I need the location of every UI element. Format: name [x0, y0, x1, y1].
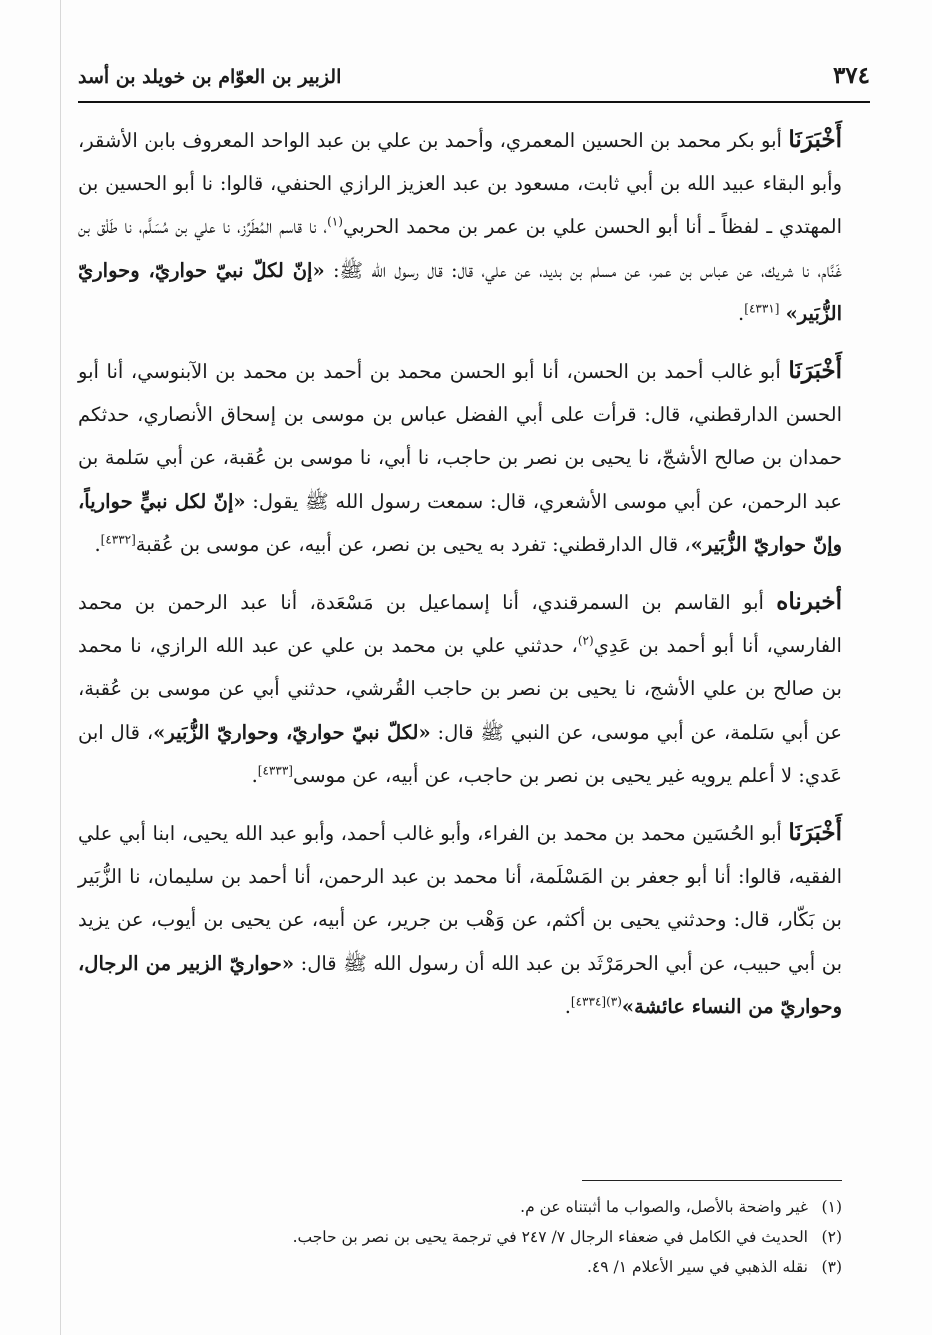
isnad-text: أبو القاسم بن السمرقندي، أنا إسماعيل بن مَسْعَدة، أنا عبد الرحمن بن محمد الفارسي، أنا أبو أحمد بن عَدِي [78, 591, 842, 658]
footnote-marker: (٣) [606, 994, 622, 1009]
hadith-number: [٤٣٣٢] [100, 532, 136, 547]
hadith-number: [٤٣٣١] [744, 301, 780, 316]
end-mark: . [564, 994, 571, 1018]
footnote-1 [78, 1192, 842, 1222]
footnote-text: غير واضحة بالأصل، والصواب ما أثبتناه عن م. [520, 1198, 808, 1216]
hadith-quote: «إنّ لكل نبيٍّ حوارياً، وإنّ حواريّ الزُّبَير» [78, 489, 842, 556]
footnote-number: (٢) [821, 1228, 842, 1246]
hadith-paragraph-2 [78, 349, 842, 566]
lead-word: أَخْبَرَنَا [788, 819, 842, 847]
footnote-marker: (١) [327, 214, 343, 229]
footnote-3 [78, 1252, 842, 1282]
isnad-text-continued: ، نا قاسم المُطَرِّز، نا علي بن مُسَلَّم، نا طَلْق بن غَنَّام، نا شريك، عن عباس بن عمر، عن مسلم بن بديد، عن علي، قال: قال رسول الله ﷺ: [78, 215, 842, 282]
header-rule [78, 101, 870, 103]
lead-word: أَخْبَرَنَا [788, 126, 842, 153]
footnote-text: الحديث في الكامل في ضعفاء الرجال ٧/ ٢٤٧ في ترجمة يحيى بن نصر بن حاجب. [292, 1228, 808, 1246]
lead-word: أَخْبَرَنَا [788, 357, 842, 385]
hadith-quote: «حواريّ الزبير من الرجال، وحواريّ من النساء عائشة» [78, 951, 842, 1018]
commentary-text: ، قال ابن عَدي: لا أعلم يرويه غير يحيى بن نصر بن حاجب، عن أبيه، عن موسى [78, 720, 842, 787]
footnote-number: (٣) [821, 1258, 842, 1276]
isnad-text-continued: ، حدثني علي بن محمد بن علي عن عبد الله الرازي، نا محمد بن صالح بن علي الأشج، نا يحيى بن نصر بن حاجب القُرشي، حدثني أبي عن موسى بن عُقبة، عن أبي سَلمة، عن أبي موسى، عن النبي ﷺ قال: [78, 634, 842, 744]
main-text [78, 118, 842, 1042]
end-mark: . [251, 763, 258, 787]
isnad-text: أبو غالب أحمد بن الحسن، أنا أبو الحسن محمد بن أحمد بن محمد بن الآبنوسي، أنا أبو الحسن الدارقطني، قال: قرأت على أبي الفضل عباس بن موسى بن إسحاق الأنصاري، حدثكم حمدان بن صالح الأشجّ، نا يحيى بن نصر بن حاجب، نا أبي، نا موسى بن عُقبة، عن أبي سَلمة بن عبد الرحمن، عن أبي موسى الأشعري، قال: سمعت رسول الله ﷺ يقول: [78, 360, 842, 513]
running-header [78, 60, 870, 100]
end-mark: . [738, 301, 745, 325]
hadith-quote: «إنّ لكلّ نبيّ حواريّ، وحواريّ الزُّبَير» [78, 258, 842, 325]
end-mark: . [94, 532, 101, 556]
running-title: الزبير بن العوّام بن خويلد بن أسد [78, 66, 342, 88]
isnad-text: أبو الحُسَين محمد بن محمد بن الفراء، وأبو غالب أحمد، وأبو عبد الله يحيى، ابنا أبي علي الفقيه، قالوا: أنا أبو جعفر بن المَسْلَمة، أنا محمد بن عبد الرحمن، أنا أحمد بن سليمان، نا الزُّبَير بن بَكّار، قال: وحدثني يحيى بن أكثم، عن وَهْب بن جرير، عن أبيه، عن يحيى بن أيوب، عن يزيد بن أبي حبيب، عن أبي الحرمَرْثَد بن عبد الله أن رسول الله ﷺ قال: [78, 822, 842, 975]
scan-edge-line [60, 0, 61, 1335]
hadith-paragraph-3 [78, 580, 842, 797]
hadith-number: [٤٣٣٤] [570, 994, 607, 1009]
footnote-marker: (٢) [577, 633, 594, 648]
hadith-number: [٤٣٣٣] [257, 763, 293, 778]
hadith-paragraph-1 [78, 118, 842, 335]
footnotes [78, 1192, 842, 1282]
commentary-text: ، قال الدارقطني: تفرد به يحيى بن نصر، عن أبيه، عن موسى بن عُقبة [135, 532, 691, 556]
hadith-quote: «لكلّ نبيّ حواريّ، وحواريّ الزُّبَير» [153, 720, 431, 744]
footnote-number: (١) [821, 1198, 842, 1216]
page-number: ٣٧٤ [832, 62, 870, 89]
hadith-paragraph-4 [78, 811, 842, 1028]
footnote-rule [582, 1180, 842, 1181]
footnote-2 [78, 1222, 842, 1252]
footnote-text: نقله الذهبي في سير الأعلام ١/ ٤٩. [586, 1258, 808, 1276]
lead-word: أخبرناه [776, 588, 842, 616]
isnad-text: أبو بكر محمد بن الحسين المعمري، وأحمد بن علي بن عبد الواحد المعروف بابن الأشقر، وأبو البقاء عبيد الله بن أبي ثابت، مسعود بن عبد العزيز الرازي الحنفي، قالوا: نا أبو الحسين بن المهتدي ـ لفظاً ـ أنا أبو الحسن علي بن عمر بن محمد الحربي [78, 129, 842, 239]
